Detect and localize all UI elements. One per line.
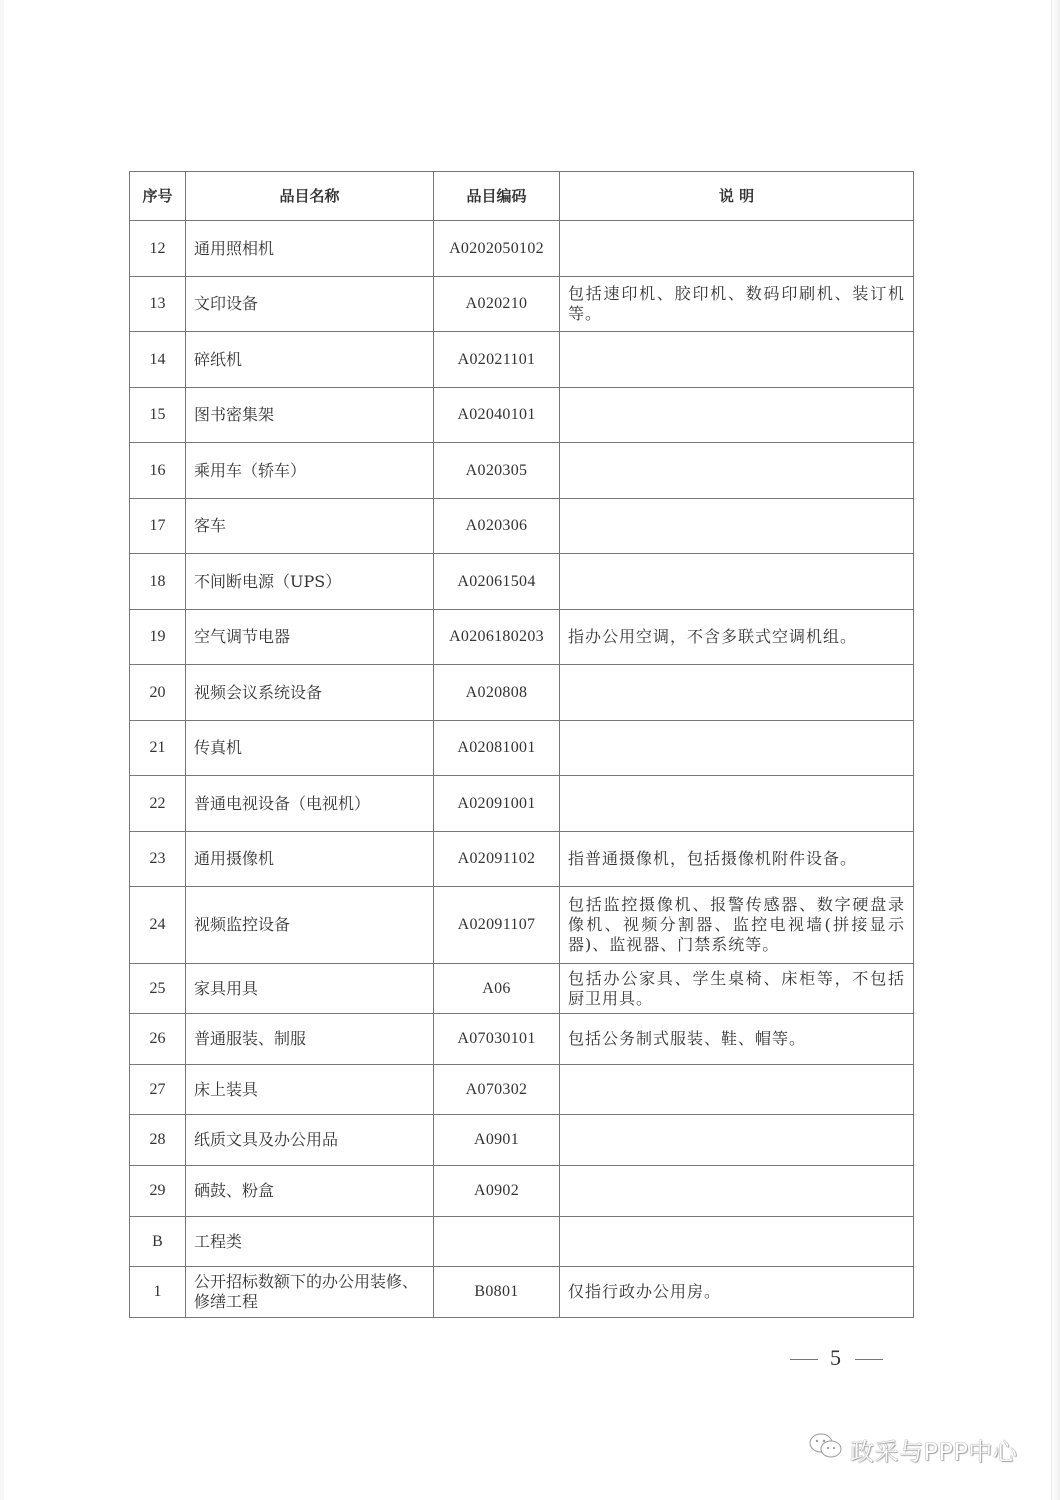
row-description [560,1065,914,1115]
row-item-name: 硒鼓、粉盒 [186,1166,434,1217]
table-row [130,1217,914,1267]
row-item-code [434,1217,560,1267]
row-item-name: 不间断电源（UPS） [186,554,434,610]
row-item-code: A020306 [434,499,560,554]
row-seq: 15 [130,388,186,443]
table-row [130,1014,914,1065]
table-row [130,1065,914,1115]
row-item-name: 图书密集架 [186,388,434,443]
row-description: 指办公用空调，不含多联式空调机组。 [560,610,914,665]
row-description: 包括办公家具、学生桌椅、床柜等，不包括厨卫用具。 [560,964,914,1014]
row-description [560,499,914,554]
row-seq: 14 [130,332,186,388]
row-seq: 27 [130,1065,186,1115]
row-item-name: 乘用车（轿车） [186,443,434,499]
row-seq: 19 [130,610,186,665]
row-description [560,721,914,776]
table-row [130,887,914,964]
wechat-icon [808,1431,850,1467]
row-seq: B [130,1217,186,1267]
row-item-name: 视频监控设备 [186,887,434,964]
row-seq: 29 [130,1166,186,1217]
table-header-row [130,172,914,221]
page-edge-right [1051,0,1060,1500]
table-row [130,443,914,499]
header-item-name: 品目名称 [186,172,434,221]
row-item-name: 床上装具 [186,1065,434,1115]
dash-right [855,1359,883,1360]
header-seq: 序号 [130,172,186,221]
row-description [560,665,914,721]
table-row [130,554,914,610]
row-seq: 1 [130,1267,186,1318]
row-item-code: A07030101 [434,1014,560,1065]
row-item-name: 通用照相机 [186,221,434,277]
table-row [130,499,914,554]
row-description [560,1115,914,1166]
row-item-code: A0202050102 [434,221,560,277]
row-item-code: A02040101 [434,388,560,443]
row-seq: 22 [130,776,186,832]
table-row [130,1166,914,1217]
row-description [560,1217,914,1267]
row-seq: 18 [130,554,186,610]
row-item-name: 普通服装、制服 [186,1014,434,1065]
page-number-value: 5 [830,1345,843,1370]
row-item-name: 客车 [186,499,434,554]
row-description [560,221,914,277]
row-description: 指普通摄像机，包括摄像机附件设备。 [560,832,914,887]
row-seq: 25 [130,964,186,1014]
row-item-code: A06 [434,964,560,1014]
row-item-code: A020808 [434,665,560,721]
row-item-name: 纸质文具及办公用品 [186,1115,434,1166]
row-item-name: 公开招标数额下的办公用装修、修缮工程 [186,1267,434,1318]
row-seq: 16 [130,443,186,499]
header-description: 说 明 [560,172,914,221]
row-description [560,554,914,610]
row-item-name: 工程类 [186,1217,434,1267]
row-seq: 26 [130,1014,186,1065]
row-item-code: A02091001 [434,776,560,832]
table-row [130,665,914,721]
table-row [130,721,914,776]
row-seq: 24 [130,887,186,964]
table-body [130,221,914,1318]
dash-left [790,1359,818,1360]
row-description: 包括公务制式服装、鞋、帽等。 [560,1014,914,1065]
row-seq: 21 [130,721,186,776]
row-item-name: 家具用具 [186,964,434,1014]
row-item-code: B0801 [434,1267,560,1318]
row-item-name: 文印设备 [186,277,434,332]
row-description: 包括监控摄像机、报警传感器、数字硬盘录像机、视频分割器、监控电视墙(拼接显示器)、监视器、门禁系统等。 [560,887,914,964]
row-seq: 17 [130,499,186,554]
table-row [130,832,914,887]
row-item-code: A0901 [434,1115,560,1166]
table-row [130,277,914,332]
procurement-catalog-table [129,171,914,1318]
page-number [778,1345,895,1371]
row-description [560,443,914,499]
row-seq: 13 [130,277,186,332]
table-row [130,332,914,388]
row-item-code: A020305 [434,443,560,499]
watermark [808,1431,1017,1467]
row-description [560,388,914,443]
header-item-code: 品目编码 [434,172,560,221]
row-description [560,332,914,388]
row-item-code: A02091102 [434,832,560,887]
row-item-name: 传真机 [186,721,434,776]
table-row [130,221,914,277]
row-seq: 23 [130,832,186,887]
row-seq: 12 [130,221,186,277]
table-row [130,1267,914,1318]
row-item-code: A0206180203 [434,610,560,665]
watermark-text: 政采与PPP中心 [850,1437,1018,1466]
table-row [130,776,914,832]
row-item-code: A02081001 [434,721,560,776]
table-row [130,964,914,1014]
row-description: 包括速印机、胶印机、数码印刷机、装订机等。 [560,277,914,332]
row-description [560,1166,914,1217]
row-description [560,776,914,832]
row-item-code: A020210 [434,277,560,332]
row-item-code: A02021101 [434,332,560,388]
row-item-code: A02061504 [434,554,560,610]
table-row [130,1115,914,1166]
table-row [130,388,914,443]
row-item-code: A0902 [434,1166,560,1217]
row-item-name: 视频会议系统设备 [186,665,434,721]
table-row [130,610,914,665]
row-description: 仅指行政办公用房。 [560,1267,914,1318]
row-item-name: 通用摄像机 [186,832,434,887]
row-seq: 20 [130,665,186,721]
page-edge-left [0,0,4,1500]
row-item-name: 空气调节电器 [186,610,434,665]
row-item-name: 普通电视设备（电视机） [186,776,434,832]
row-item-code: A070302 [434,1065,560,1115]
row-item-code: A02091107 [434,887,560,964]
row-item-name: 碎纸机 [186,332,434,388]
row-seq: 28 [130,1115,186,1166]
